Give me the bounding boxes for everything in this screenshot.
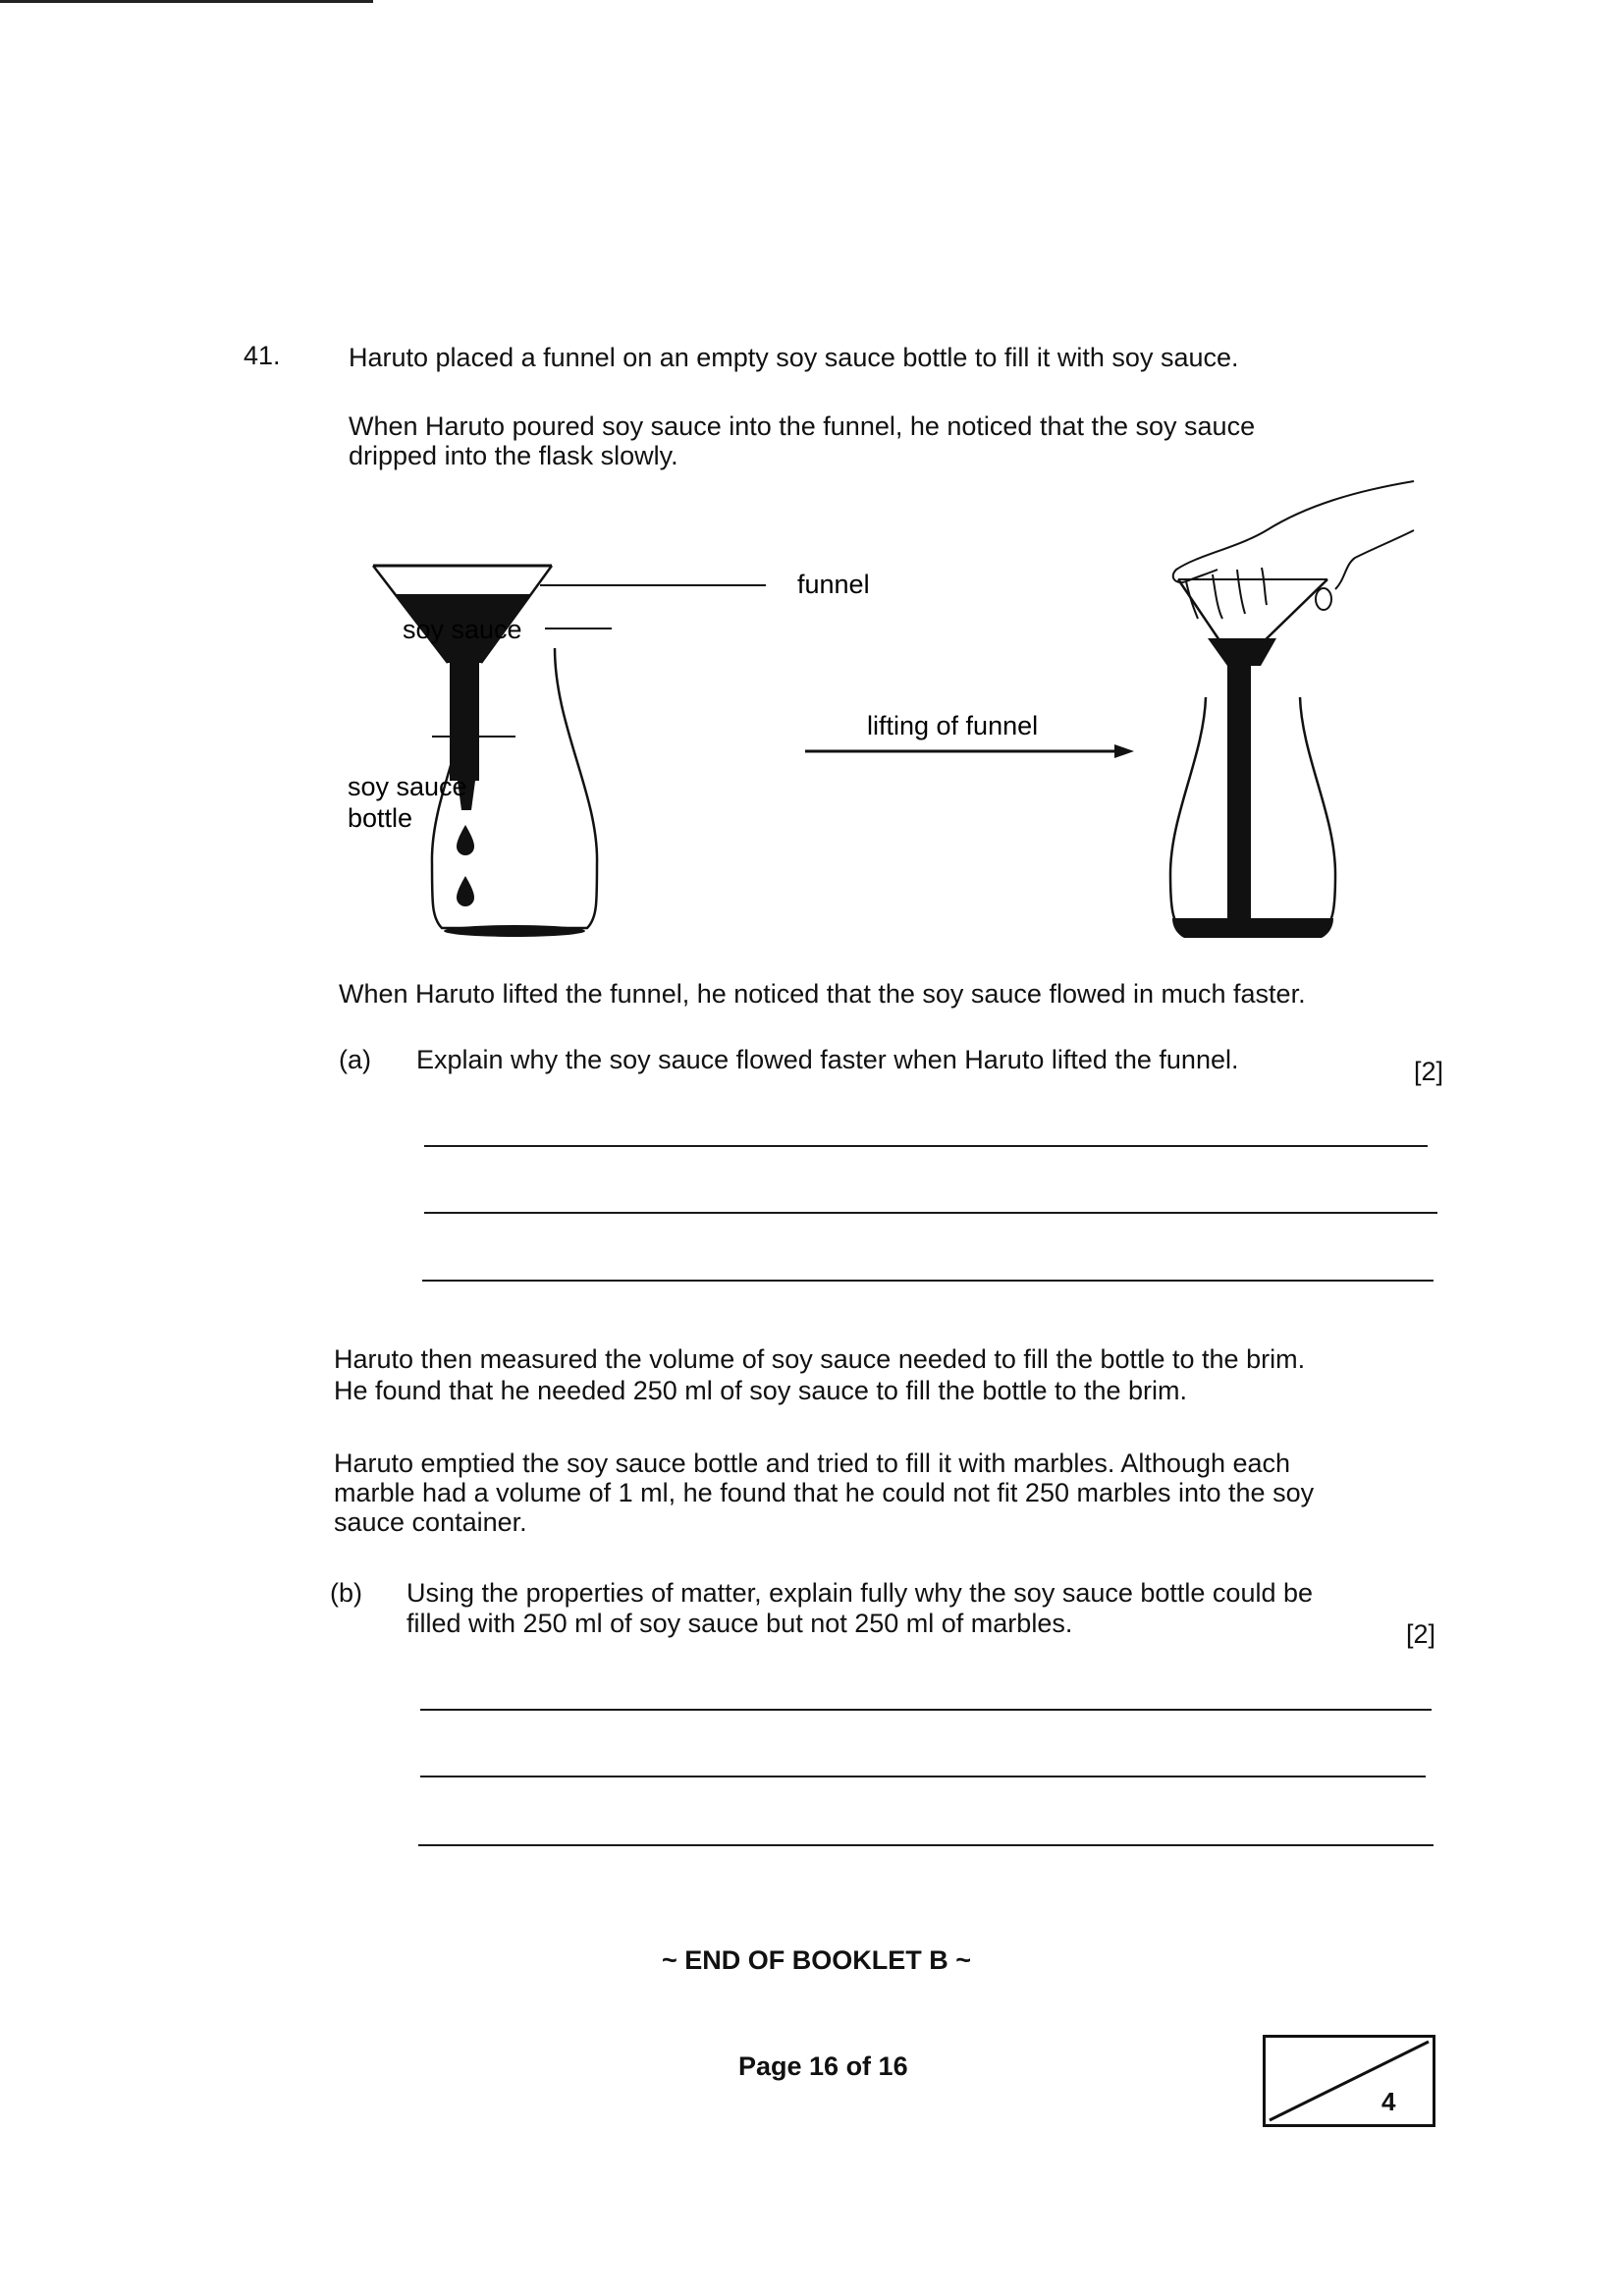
end-of-booklet: ~ END OF BOOKLET B ~ xyxy=(662,1945,972,1975)
arrow-label: lifting of funnel xyxy=(867,711,1039,740)
part-a-question: Explain why the soy sauce flowed faster when Haruto lifted the funnel. xyxy=(416,1045,1239,1074)
left-funnel-stem xyxy=(450,658,479,781)
part-a-marks: [2] xyxy=(1414,1057,1444,1086)
label-soy-sauce: soy sauce xyxy=(403,615,522,644)
scan-edge-line xyxy=(0,0,373,3)
para3-line-2: marble had a volume of 1 ml, he found that he could not fit 250 marbles into the soy xyxy=(334,1478,1315,1507)
answer-line-b3[interactable] xyxy=(418,1844,1434,1846)
observation-line-1: When Haruto poured soy sauce into the funnel, he noticed that the soy sauce xyxy=(349,411,1256,441)
score-value: 4 xyxy=(1381,2087,1396,2116)
left-setup xyxy=(373,471,766,937)
para2-line-2: He found that he needed 250 ml of soy sauce to fill the bottle to the brim. xyxy=(334,1376,1188,1405)
lift-observation: When Haruto lifted the funnel, he noticed that the soy sauce flowed in much faster. xyxy=(339,979,1306,1009)
observation-line-2: dripped into the flask slowly. xyxy=(349,441,678,470)
lift-arrow xyxy=(805,744,1134,758)
answer-line-b1[interactable] xyxy=(420,1709,1432,1711)
para3-line-3: sauce container. xyxy=(334,1507,527,1537)
para2-line-1: Haruto then measured the volume of soy sauce needed to fill the bottle to the brim. xyxy=(334,1344,1306,1374)
soy-drop-lower xyxy=(457,876,474,906)
right-bottle-outline xyxy=(1170,697,1335,933)
page-number: Page 16 of 16 xyxy=(738,2051,908,2081)
hand-drawing xyxy=(1173,481,1414,619)
right-bottle-liquid xyxy=(1172,918,1333,938)
left-bottle-base xyxy=(444,925,585,937)
right-funnel-stem xyxy=(1227,658,1251,928)
score-box-diagonal xyxy=(1266,2038,1433,2124)
question-number: 41. xyxy=(244,341,281,370)
answer-line-a3[interactable] xyxy=(422,1280,1434,1282)
part-b-marks: [2] xyxy=(1406,1619,1436,1649)
label-bottle-line-2: bottle xyxy=(348,803,413,833)
label-bottle-line-1: soy sauce xyxy=(348,772,467,801)
question-intro: Haruto placed a funnel on an empty soy sauce bottle to fill it with soy sauce. xyxy=(349,343,1239,372)
para3-line-1: Haruto emptied the soy sauce bottle and tried to fill it with marbles. Although each xyxy=(334,1449,1291,1478)
part-b-label: (b) xyxy=(330,1578,362,1608)
part-a-label: (a) xyxy=(339,1045,371,1074)
answer-line-b2[interactable] xyxy=(420,1776,1426,1777)
part-b-question-line-2: filled with 250 ml of soy sauce but not 250 ml of marbles. xyxy=(406,1609,1073,1638)
answer-line-a1[interactable] xyxy=(424,1145,1428,1147)
label-funnel: funnel xyxy=(797,570,870,599)
funnel-diagram xyxy=(334,471,1443,962)
score-box xyxy=(1263,2035,1435,2127)
part-b-question-line-1: Using the properties of matter, explain fully why the soy sauce bottle could be xyxy=(406,1578,1314,1608)
right-setup xyxy=(1170,481,1414,938)
right-funnel-cone xyxy=(1178,579,1327,646)
soy-drop-upper xyxy=(457,825,474,855)
answer-line-a2[interactable] xyxy=(424,1212,1437,1214)
